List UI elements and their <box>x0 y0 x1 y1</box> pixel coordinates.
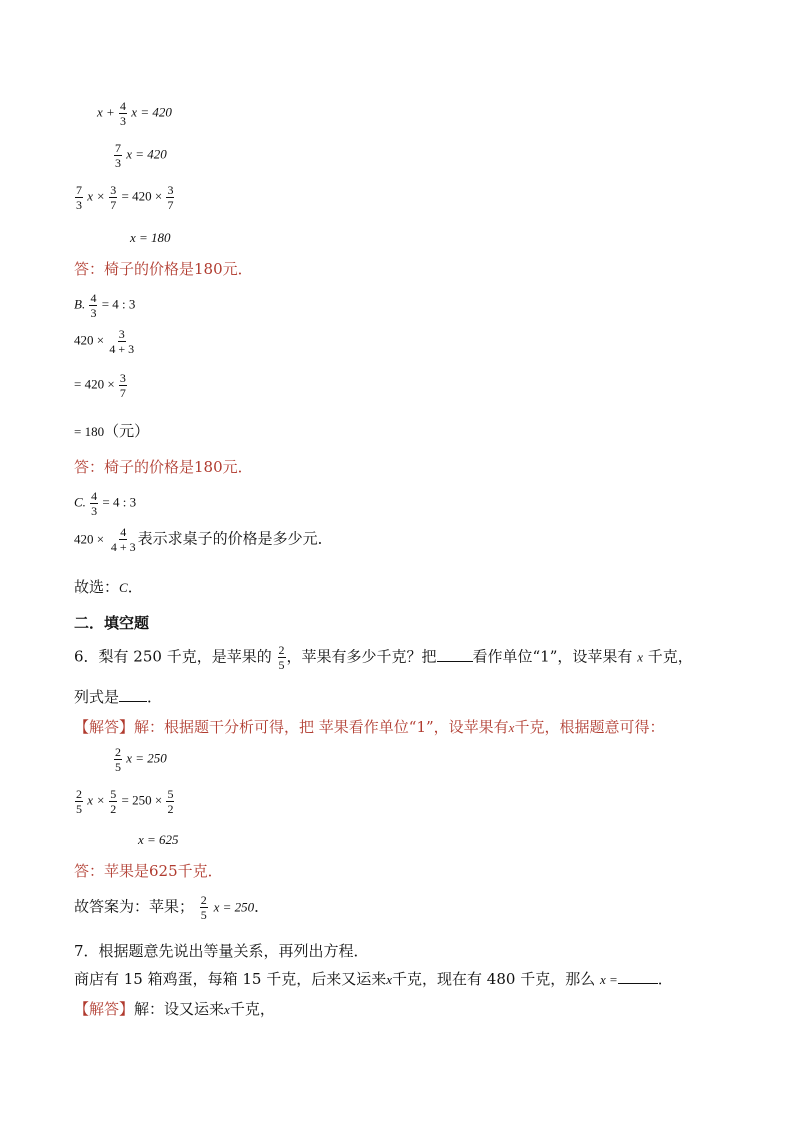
option-b-expr-1: 420 × $\frac{3}{4 + 3}$ <box>74 327 135 356</box>
fraction: $\frac{5}{2}$ <box>167 787 174 816</box>
answer-line-1: 答：椅子的价格是180元． <box>74 260 253 278</box>
fraction: $\frac{7}{3}$ <box>115 141 121 170</box>
section-title: 二．填空题 <box>74 614 150 632</box>
equation-line-2: $\frac{7}{3}$ x = 420 <box>115 141 167 170</box>
fraction: $\frac{3}{7}$ <box>167 183 174 212</box>
fraction: $\frac{5}{2}$ <box>110 787 117 816</box>
option-b-result: = 180（元） <box>74 422 150 440</box>
fraction: $\frac{3}{7}$ <box>119 371 126 400</box>
fraction: $\frac{2}{5}$ <box>278 643 285 672</box>
equation-line-4: x = 180 <box>130 230 171 245</box>
question-7-line-1: 7．根据题意先说出等量关系，再列出方程． <box>74 942 369 960</box>
solution-6-line: 【解答】解：根据题干分析可得，把 苹果看作单位“1”，设苹果有x千克，根据题意可得： <box>74 718 665 736</box>
fraction: $\frac{4}{3}$ <box>120 99 127 128</box>
fraction: $\frac{7}{3}$ <box>76 183 82 212</box>
final-answer-6: 故答案为：苹果； $\frac{2}{5}$ x = 250． <box>74 893 270 922</box>
fraction: $\frac{4}{3}$ <box>91 489 98 518</box>
fraction: $\frac{2}{5}$ <box>200 893 207 922</box>
blank <box>618 969 658 984</box>
choice-line: 故选：C． <box>74 578 143 596</box>
answer-line-3: 答：苹果是625千克． <box>74 862 223 880</box>
fraction: $\frac{2}{5}$ <box>115 745 121 774</box>
solution-6-eq-3: x = 625 <box>138 832 179 847</box>
equation-line-3: $\frac{7}{3}$ x × $\frac{3}{7}$ = 420 × $\frac{3}{7}$ <box>76 183 174 212</box>
blank <box>437 647 473 662</box>
option-b-expr-2: = 420 × $\frac{3}{7}$ <box>74 371 126 400</box>
fraction: $\frac{4}{3}$ <box>90 291 97 320</box>
fraction: $\frac{3}{7}$ <box>110 183 117 212</box>
question-6-line-1: 6．梨有 250 千克，是苹果的 $\frac{2}{5}$ ，苹果有多少千克？把 看作单位“1”，设苹果有 x 千克， <box>74 643 693 672</box>
answer-line-2: 答：椅子的价格是180元． <box>74 458 253 476</box>
question-6-line-2: 列式是 ． <box>74 688 163 706</box>
solution-6-eq-1: $\frac{2}{5}$ x = 250 <box>115 745 167 774</box>
fraction: $\frac{4}{4 + 3}$ <box>110 525 136 554</box>
solution-7-line: 【解答】解：设又运来x千克， <box>74 1000 275 1018</box>
blank <box>119 687 147 702</box>
option-b-ratio: B. $\frac{4}{3}$ = 4 : 3 <box>74 291 136 320</box>
solution-6-eq-2: $\frac{2}{5}$ x × $\frac{5}{2}$ = 250 × $\frac{5}{2}$ <box>76 787 174 816</box>
question-7-line-2: 商店有 15 箱鸡蛋，每箱 15 千克，后来又运来x千克，现在有 480 千克，那么 x = ． <box>74 970 673 988</box>
fraction: $\frac{3}{4 + 3}$ <box>109 327 135 356</box>
option-c-ratio: C. $\frac{4}{3}$ = 4 : 3 <box>74 489 137 518</box>
option-c-expr: 420 × $\frac{4}{4 + 3}$ 表示求桌子的价格是多少元． <box>74 525 333 554</box>
equation-line-1: x + $\frac{4}{3}$ x = 420 <box>97 99 172 128</box>
fraction: $\frac{2}{5}$ <box>76 787 82 816</box>
